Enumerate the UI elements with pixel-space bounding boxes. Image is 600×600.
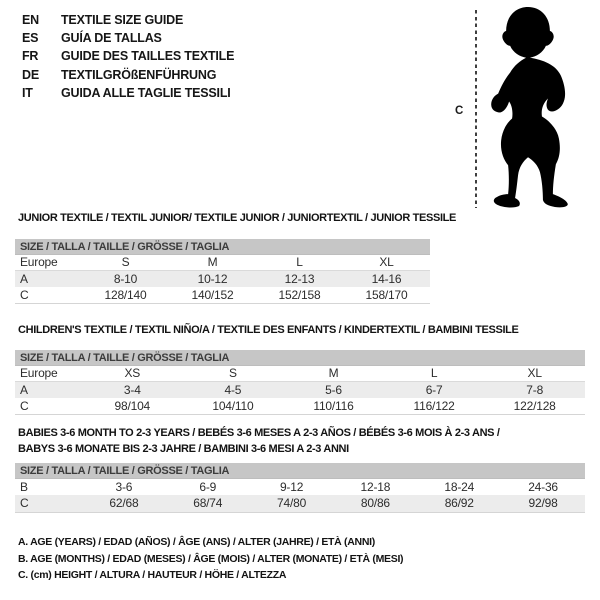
column-header-cell: M	[207, 255, 218, 270]
table-cell: 74/80	[277, 496, 307, 511]
table-column-header-row	[15, 366, 585, 382]
height-measure-dashed-line	[475, 10, 477, 208]
table-body	[15, 366, 585, 416]
table-row	[15, 479, 585, 495]
language-code: DE	[22, 67, 39, 82]
footnote-legend	[18, 534, 403, 584]
table-cell: 24-36	[528, 480, 558, 495]
table-title: CHILDREN'S TEXTILE / TEXTIL NIÑO/A / TEXTILE DES ENFANTS / KINDERTEXTIL / BAMBINI TESSILE	[18, 324, 519, 336]
table-cell: 140/152	[191, 288, 234, 303]
table-cell: 104/110	[212, 399, 254, 414]
table-cell: 3-6	[115, 480, 133, 495]
column-header-cell: L	[430, 366, 438, 381]
table-body	[15, 479, 585, 513]
row-label: B	[20, 480, 28, 495]
table-cell: 86/92	[444, 496, 474, 511]
size-table-section	[15, 323, 585, 415]
table-cell: 110/116	[313, 399, 354, 414]
row-label: A	[20, 271, 28, 286]
table-cell: 80/86	[360, 496, 390, 511]
table-cell: 6-9	[199, 480, 217, 495]
size-header-bar: SIZE / TALLA / TAILLE / GRÖSSE / TAGLIA	[15, 239, 430, 255]
table-cell: 116/122	[413, 399, 455, 414]
table-row	[15, 495, 585, 511]
size-header-bar: SIZE / TALLA / TAILLE / GRÖSSE / TAGLIA	[15, 350, 585, 366]
table-cell: 3-4	[123, 382, 141, 397]
language-title-block	[22, 11, 234, 102]
row-label: Europe	[20, 255, 58, 270]
column-header-cell: XL	[379, 255, 394, 270]
table-row	[15, 287, 430, 303]
table-cell: 9-12	[279, 480, 304, 495]
table-title: BABIES 3-6 MONTH TO 2-3 YEARS / BEBÉS 3-6 MESES A 2-3 AÑOS / BÉBÉS 3-6 MOIS À 2-3 ANS /	[18, 427, 500, 439]
table-cell: 18-24	[444, 480, 475, 495]
language-code: ES	[22, 31, 39, 46]
table-cell: 14-16	[371, 271, 402, 286]
table-column-header-row	[15, 255, 430, 271]
column-header-cell: S	[228, 366, 237, 381]
table-row	[15, 398, 585, 414]
language-guide-title: GUIDE DES TAILLES TEXTILE	[61, 49, 235, 64]
language-code: FR	[22, 49, 39, 64]
language-row	[22, 47, 234, 65]
language-row	[22, 84, 234, 102]
column-header-cell: L	[296, 255, 303, 270]
table-title: BABYS 3-6 MONATE BIS 2-3 JAHRE / BAMBINI 3-6 MESI A 2-3 ANNI	[18, 442, 349, 455]
language-row	[22, 11, 234, 29]
language-row	[22, 66, 234, 84]
row-label: Europe	[20, 366, 58, 381]
table-cell: 152/158	[278, 288, 321, 303]
table-cell: 122/128	[513, 399, 556, 414]
column-header-cell: S	[121, 255, 130, 270]
table-cell: 128/140	[104, 288, 147, 303]
toddler-silhouette-icon	[483, 5, 578, 209]
table-cell: 12-18	[360, 480, 391, 495]
table-cell: 8-10	[113, 271, 138, 286]
table-cell: 4-5	[224, 382, 242, 397]
table-cell: 92/98	[528, 496, 558, 511]
language-guide-title: TEXTILGRÖßENFÜHRUNG	[61, 67, 217, 82]
footnote-line: B. AGE (MONTHS) / EDAD (MESES) / ÂGE (MOIS) / ALTER (MONATE) / ETÀ (MESI)	[18, 552, 404, 565]
column-header-cell: M	[328, 366, 339, 381]
language-code: IT	[22, 85, 33, 100]
language-guide-title: GUIDA ALLE TAGLIE TESSILI	[61, 85, 231, 100]
table-body	[15, 255, 430, 305]
language-guide-title: GUÍA DE TALLAS	[61, 31, 162, 46]
language-guide-title: TEXTILE SIZE GUIDE	[61, 13, 184, 28]
row-label: A	[20, 382, 28, 397]
size-table-section	[15, 426, 585, 513]
table-cell: 158/170	[365, 288, 408, 303]
column-header-cell: XL	[527, 366, 542, 381]
height-measure-label: C	[455, 105, 464, 117]
table-cell: 98/104	[114, 399, 151, 414]
footnote-line: A. AGE (YEARS) / EDAD (AÑOS) / ÂGE (ANS) / ALTER (JAHRE) / ETÀ (ANNI)	[18, 536, 375, 548]
table-cell: 10-12	[197, 271, 228, 286]
column-header-cell: XS	[124, 366, 141, 381]
table-cell: 7-8	[526, 382, 544, 397]
table-row	[15, 271, 430, 287]
row-label: C	[20, 288, 29, 303]
table-cell: 12-13	[284, 271, 315, 286]
row-label: C	[20, 496, 29, 511]
language-row	[22, 29, 234, 47]
table-cell: 5-6	[325, 382, 342, 397]
size-table-section	[15, 211, 457, 304]
table-title: JUNIOR TEXTILE / TEXTIL JUNIOR/ TEXTILE JUNIOR / JUNIORTEXTIL / JUNIOR TESSILE	[18, 212, 457, 224]
table-row	[15, 382, 585, 398]
table-cell: 62/68	[109, 496, 139, 511]
table-cell: 6-7	[425, 382, 443, 397]
row-label: C	[20, 399, 29, 414]
size-header-bar: SIZE / TALLA / TAILLE / GRÖSSE / TAGLIA	[15, 463, 585, 479]
language-code: EN	[22, 13, 39, 28]
footnote-line: C. (cm) HEIGHT / ALTURA / HAUTEUR / HÖHE / ALTEZZA	[18, 569, 287, 582]
table-cell: 68/74	[193, 496, 223, 511]
